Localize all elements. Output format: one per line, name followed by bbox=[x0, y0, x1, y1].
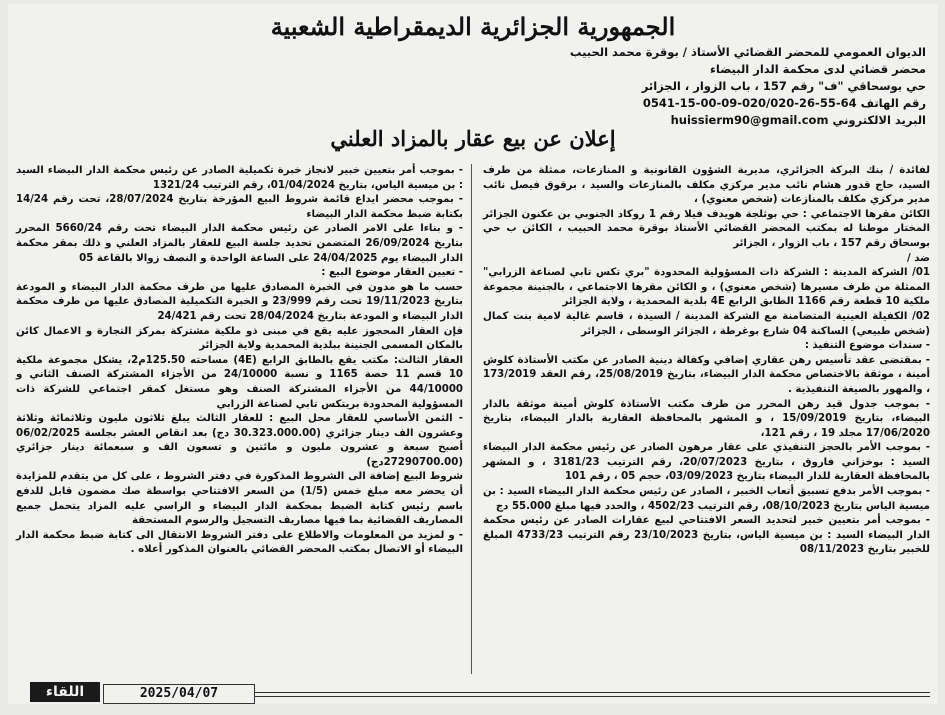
email-value: huissierm90@gmail.com bbox=[670, 113, 829, 127]
left-column bbox=[16, 164, 463, 558]
paragraph: - و بناءا على الامر الصادر عن رئيس محكمة الدار البيضاء تحت رقم 5660/24 المحرر بتاريخ 26/09/2024 المتضمن تحديد جلسة البيع للعقار بالمزاد العلني و ذلك بمقر محكمة الدار البيضاء يوم 24/04/2025 على الساعة الواحدة و النصف زوالا بالقاعة 05 bbox=[16, 223, 463, 264]
publication-date: 2025/04/07 bbox=[103, 684, 255, 704]
paragraph: العقار الثالث: مكتب يقع بالطابق الرابع (4E) مساحته 125.50م2، يشكل مجموعة ملكية 10 قسم 11 حصة 1165 و نسبة 24/10000 من الأجزاء المشتركة الصنف الثاني و 44/10000 من الأجزاء المشتركة الصنف وهو مستغل كمقر اجتماعي للشركة ذات المسؤولية المحدودة بريتكس تابي لصناعة الزرابي bbox=[16, 354, 464, 410]
newspaper-page bbox=[8, 4, 938, 704]
bailiff-header bbox=[366, 44, 926, 129]
paragraph: - سندات موضوع التنفيذ : bbox=[804, 340, 930, 352]
office-line: الديوان العمومي للمحضر القضائي الأستاذ / بوقرة محمد الحبيب bbox=[569, 45, 926, 59]
address-line: حي بوسحاقي "ف" رقم 157 ، باب الزوار ، الجزائر bbox=[641, 79, 926, 93]
notice-title: إعلان عن بيع عقار بالمزاد العلني bbox=[330, 126, 616, 151]
paragraph: - تعيين العقار موضوع البيع : bbox=[321, 267, 463, 279]
paragraph: ضد / bbox=[907, 252, 930, 264]
footer bbox=[8, 682, 938, 704]
paragraph: - بموجب محضر ايداع قائمة شروط البيع المؤرخة بتاريخ 28/07/2024، تحت رقم 14/24 بكتابة ضبط محكمة الدار البيضاء bbox=[16, 194, 463, 220]
paragraph: - بموجب جدول قيد رهن المحرر من طرف مكتب الأستاذة كلوش أمينة موثقة بالدار البيضاء، بتاريخ 15/09/2019 ، و المشهر بالمحافظة العقارية بالدار البيضاء، بتاريخ 17/06/2020 مجلد 19 ، رقم 121، bbox=[483, 398, 930, 439]
paragraph: - بموجب أمر بتعيين خبير لتحديد السعر الافتتاحي لبيع عقارات الصادر عن رئيس محكمة الدار البيضاء السيد : بن ميسية الياس، بتاريخ 23/10/2023 رقم الترتيب 4733/23 المبلغ للخبير بتاريخ 08/11/2023 bbox=[483, 515, 930, 556]
paragraph: - بمقتضى عقد تأسيس رهن عقاري إضافي وكفالة دينية الصادر عن مكتب الأستاذة كلوش أمينة ، موثقة بالاختصاص محكمة الدار البيضاء، بتاريخ 25/08/2019، رقم العقد 173/2019 ، والمهور بالصيغة التنفيذية . bbox=[483, 354, 931, 395]
paragraph: الكائن مقرها الاجتماعي : حي بوثلجة هويدف فيلا رقم 1 روكاد الجنوبي بن عكنون الجزائر المختار موطنا له بمكتب المحضر القضائي الأستاذ بوقرة محمد الحبيب ، الكائن ب حي بوسحاق رقم 157 ، باب الزوار ، الجزائر bbox=[483, 208, 930, 249]
paragraph: - بموجب أمر بتعيين خبير لانجاز خبرة تكميلية الصادر عن رئيس محكمة الدار البيضاء السيد : بن ميسية الياس، بتاريخ 01/04/2024، رقم الترتيب 1321/24 bbox=[16, 165, 463, 191]
republic-title: الجمهورية الجزائرية الديمقراطية الشعبية bbox=[270, 12, 676, 41]
right-column bbox=[483, 164, 930, 558]
paragraph: 02/ الكفيلة العينية المتضامنة مع الشركة المدينة / السيدة ، قاسم غالية لامية بنت كمال (شخص طبيعي) الساكنة 04 شارع بوغرطة ، الجزائر الوسطى ، الجزائر bbox=[483, 310, 930, 337]
paragraph: - بموجب الأمر بالحجز التنفيذي على عقار مرهون الصادر عن رئيس محكمة الدار البيضاء السيد : بوخزاني فاروق ، بتاريخ 20/07/2023، رقم الترتيب 3181/23 ، و المشهر بالمحافظة العقارية للدار البيضاء بتاريخ 03/09/2023، حجم 05 ، رقم 101 bbox=[483, 442, 930, 483]
paragraph: - و لمزيد من المعلومات والاطلاع على دفتر الشروط الانتقال الى كتابة ضبط محكمة الدار البيضاء أو الاتصال بمكتب المحضر القضائي بالعنوان المذكور أعلاه . bbox=[16, 529, 463, 556]
phone-line: رقم الهاتف 64-55-26-020/020-09-00-15-0541 bbox=[642, 96, 926, 110]
email-label: البريد الالكتروني bbox=[832, 113, 926, 127]
column-divider bbox=[471, 164, 472, 674]
newspaper-name: اللقاء bbox=[30, 682, 100, 702]
footer-rule bbox=[178, 692, 930, 697]
paragraph: حسب ما هو مدون في الخبرة المصادق عليها من طرف محكمة الدار البيضاء و المودعة بتاريخ 19/11/2023 تحت رقم 23/999 و الخبرة التكميلية المصادق عليها من طرف محكمة الدار البيضاء و المودعة بتاريخ 28/04/2024 تحت رقم 24/421 bbox=[16, 281, 463, 322]
paragraph: شروط البيع إضافة الى الشروط المذكورة في دفتر الشروط ، على كل من يتقدم للمزايدة أن يحضر معه مبلغ خمس (1/5) من السعر الافتتاحي بواسطة صك مضمون قابل للدفع باسم رئيس كتابة الضبط بمحكمة الدار البيضاء و الراسي عليه المزاد يتحمل جميع المصاريف القضائية بما فيها مصاريف التسجيل والرسوم المستحقة bbox=[16, 471, 463, 527]
court-line: محضر قضائي لدى محكمة الدار البيضاء bbox=[710, 62, 926, 76]
paragraph: 01/ الشركة المدينة : الشركة ذات المسؤولية المحدودة "بري تكس تابي لصناعة الزرابي" الممثلة من طرف مسيرها (شخص معنوي) ، و الكائن مقرها الاجتماعي ، بالجنينة مجموعة ملكية 10 قطعة رقم 1166 الطابق الرابع 4E بلدية المحمدية ، ولاية الجزائر bbox=[483, 267, 930, 308]
paragraph: - بموجب الأمر بدفع تسبيق أتعاب الخبير ، الصادر عن رئيس محكمة الدار البيضاء السيد : بن ميسية الياس بتاريخ 08/10/2023، رقم الترتيب 4502/23 ، والحدد فيها مبلغ 55.000 دج bbox=[483, 486, 930, 512]
paragraph: لفائدة / بنك البركة الجزائري، مديرية الشؤون القانونية و المنازعات، ممثلة من طرف السيد، حاج قدور هشام نائب مدير مركزي مكلف بالمنازعات والسيد ، برقوق فيصل نائب مدير مركزي مكلف بالمنازعات (شخص معنوي) ، bbox=[483, 165, 930, 206]
paragraph: فإن العقار المحجوز عليه يقع في مبنى ذو ملكية مشتركة بمركز التجارة و الاعمال كائن بالمكان المسمى الجنينة ببلدية المحمدية ولاية الجزائر bbox=[16, 325, 463, 352]
paragraph: - الثمن الأساسي للعقار محل البيع : للعقار الثالث يبلغ ثلاثون مليون وثلاثمائة وثلاثة وعشرون الف دينار جزائري (30.323.000.00 دج) بعد انقاص العشر بجلسة 06/02/2025 أصبح سبعة و عشرون مليون و مائتين و تسعون الف و سبعمائة دينار جزائري (27290700.00دج) bbox=[16, 413, 464, 468]
